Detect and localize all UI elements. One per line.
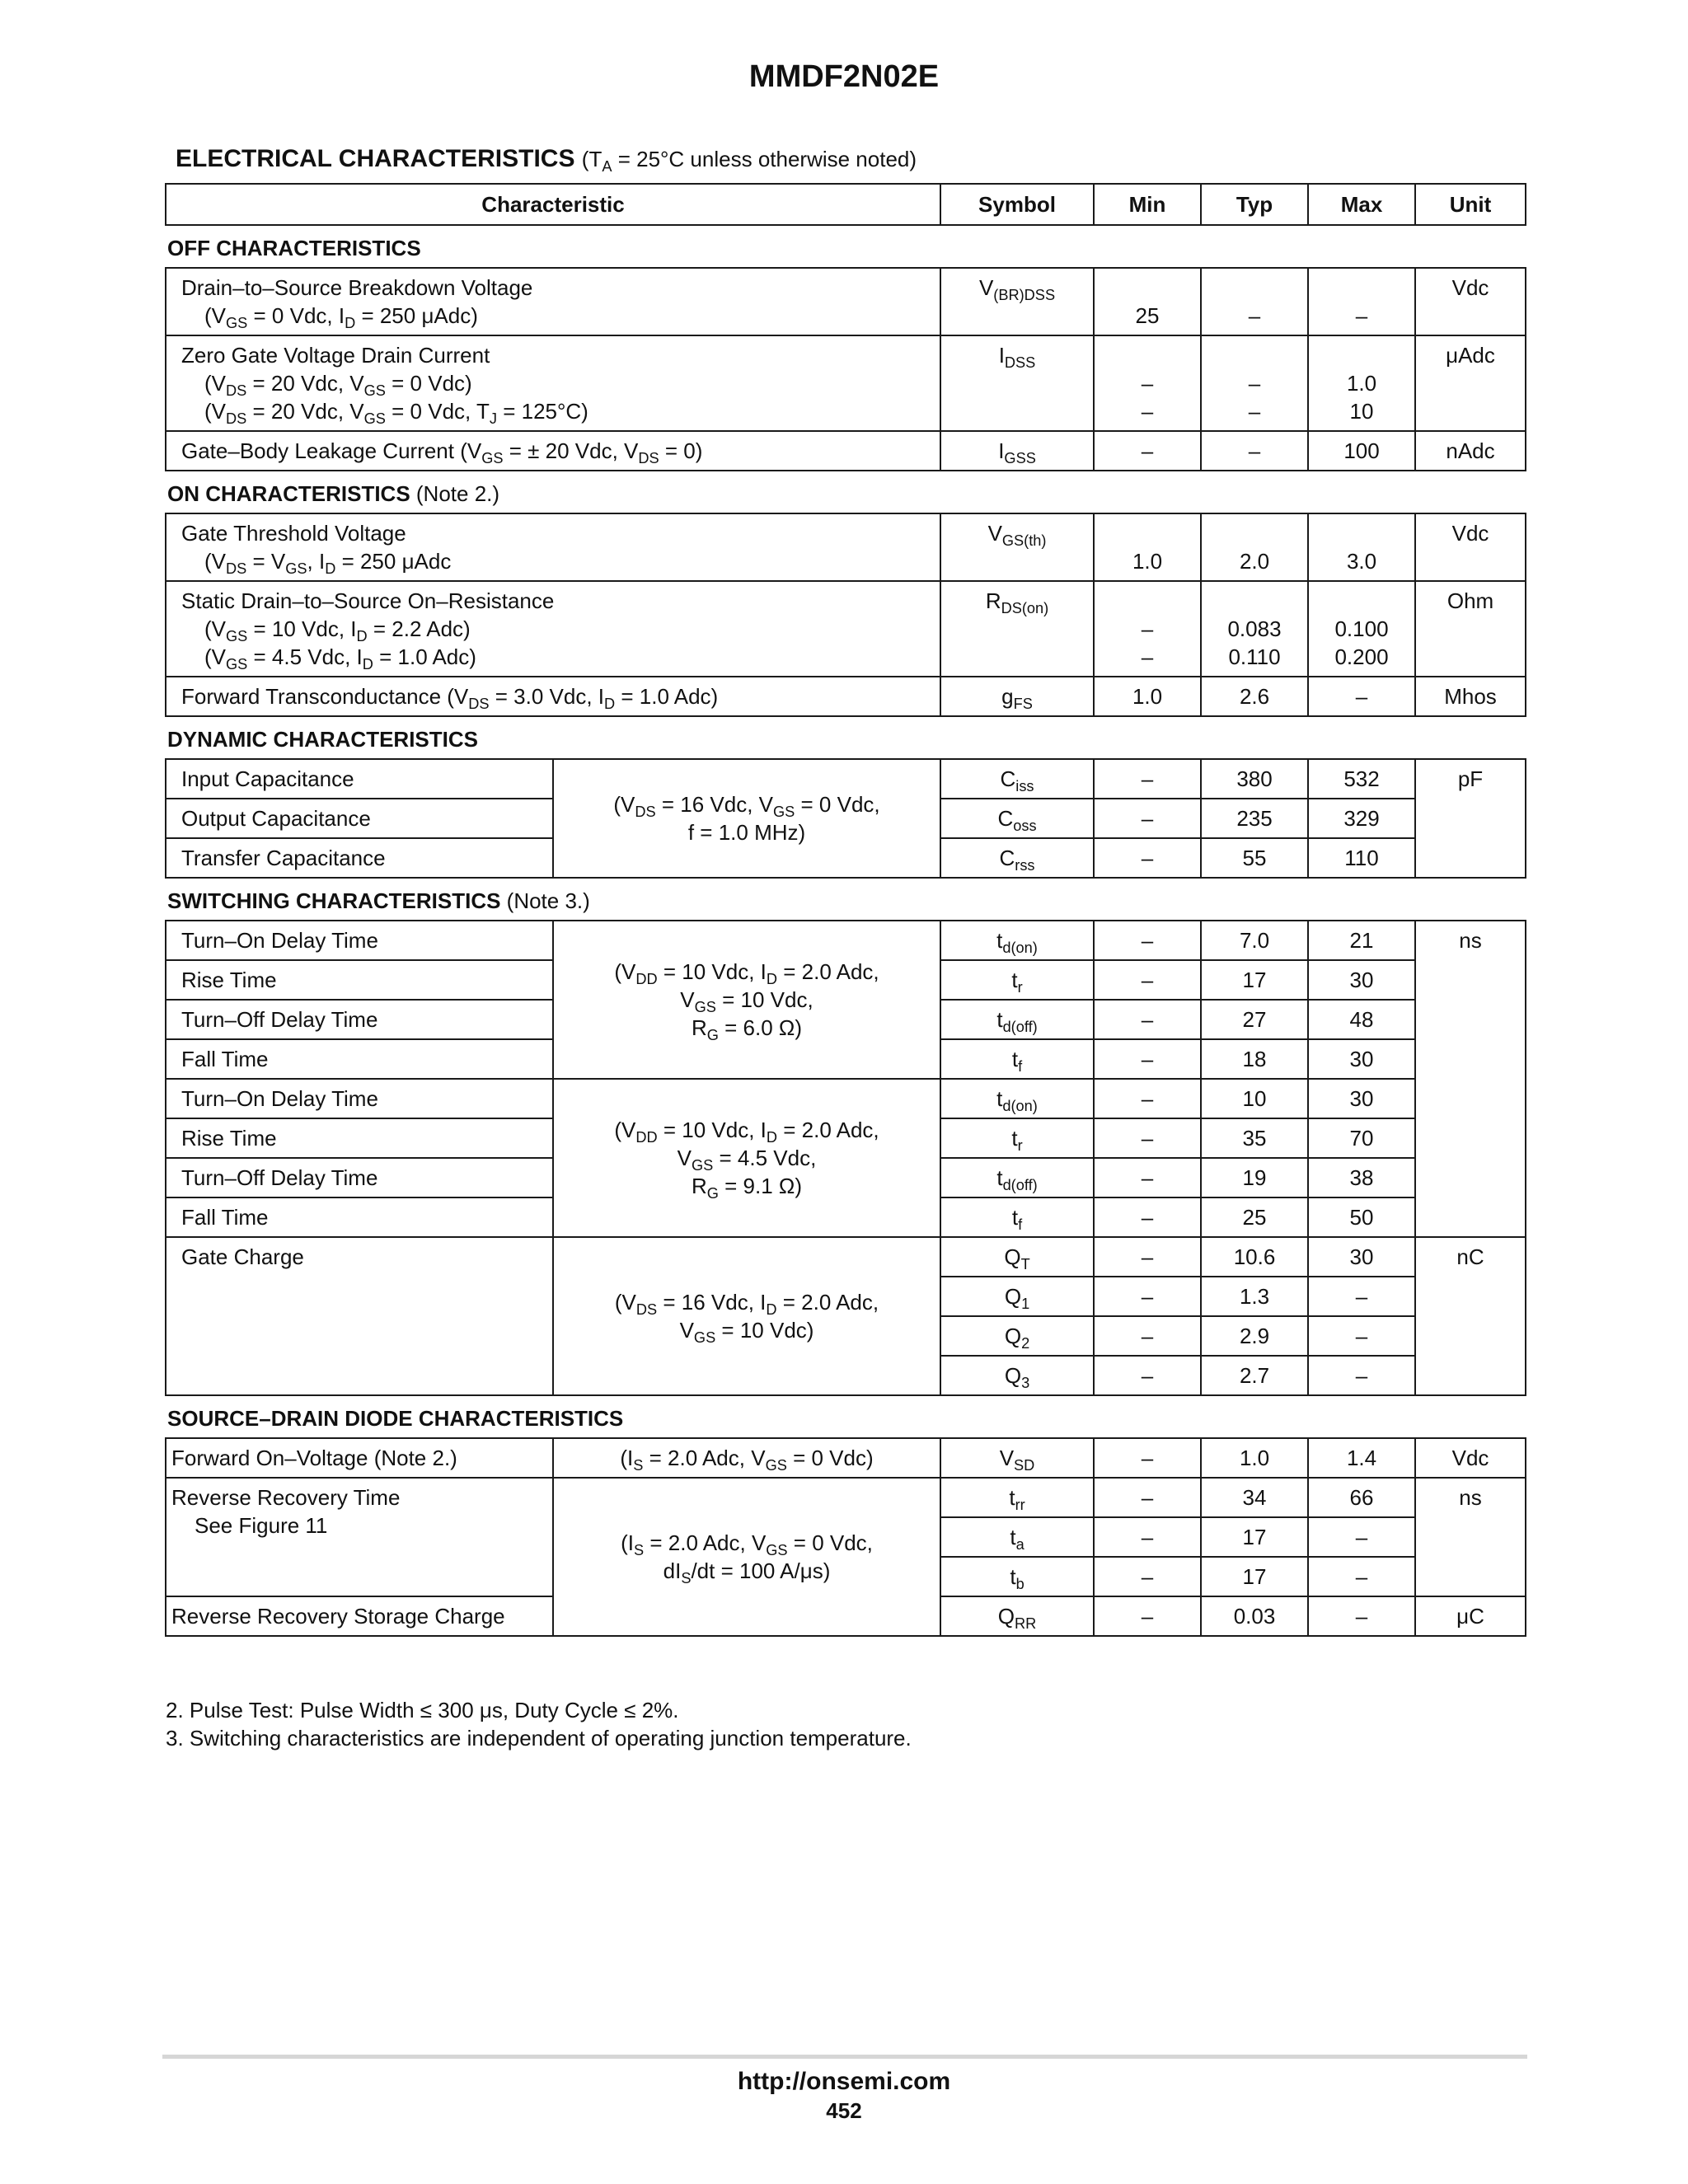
symbol-cell: $t_a$ [940, 1517, 1094, 1557]
characteristic-cell: Zero Gate Voltage Drain Current ($V_{DS} = 20$ Vdc, $V_{GS} = 0$ Vdc) ($V_{DS} = 20$ Vdc, $V_{GS} = 0$ Vdc, $T_J = 125^\circ C$) [166, 335, 940, 431]
typ-cell: 17 [1201, 960, 1308, 1000]
table-row [166, 268, 1526, 335]
unit-cell: Ohm [1415, 581, 1526, 677]
max-cell: 70 [1308, 1118, 1415, 1158]
test-condition-cell: ($V_{DS} = 16$ Vdc, $I_D = 2.0$ Adc, $V_{GS} = 10$ Vdc) [553, 1237, 940, 1395]
page-number: 452 [826, 2098, 862, 2123]
characteristic-cell: Fall Time [166, 1039, 553, 1079]
table-row [166, 431, 1526, 471]
section-source-drain: SOURCE–DRAIN DIODE CHARACTERISTICS [166, 1395, 1526, 1438]
min-cell: – [1094, 1438, 1201, 1478]
characteristic-cell: Forward On–Voltage (Note 2.) [166, 1438, 553, 1478]
min-cell: – [1094, 1118, 1201, 1158]
max-cell: – [1308, 1596, 1415, 1636]
section-on: ON CHARACTERISTICS (Note 2.) [166, 471, 1526, 513]
typ-cell: 380 [1201, 759, 1308, 799]
symbol-cell: $Q_{RR}$ [940, 1596, 1094, 1636]
min-cell: – [1094, 838, 1201, 878]
table-row [166, 677, 1526, 716]
symbol-cell: $Q_2$ [940, 1316, 1094, 1356]
typ-cell: – – [1201, 335, 1308, 431]
min-cell: – [1094, 1478, 1201, 1517]
symbol-cell: $Q_3$ [940, 1356, 1094, 1395]
table-row [166, 513, 1526, 581]
characteristic-cell: Turn–On Delay Time [166, 921, 553, 960]
typ-cell: 18 [1201, 1039, 1308, 1079]
table-row [166, 335, 1526, 431]
footnote-3: 3. Switching characteristics are independent of operating junction temperature. [166, 1726, 912, 1750]
typ-cell: 10.6 [1201, 1237, 1308, 1277]
max-cell: 30 [1308, 1079, 1415, 1118]
max-cell: 110 [1308, 838, 1415, 878]
unit-cell: ns [1415, 921, 1526, 1237]
table-row [166, 1438, 1526, 1478]
symbol-cell: $t_f$ [940, 1197, 1094, 1237]
test-condition-cell: ($V_{DS} = 16$ Vdc, $V_{GS} = 0$ Vdc, f = 1.0 MHz) [553, 759, 940, 878]
unit-cell: μAdc [1415, 335, 1526, 431]
min-cell: – [1094, 1158, 1201, 1197]
symbol-cell: $t_r$ [940, 1118, 1094, 1158]
symbol-cell: $V_{(BR)DSS}$ [940, 268, 1094, 335]
max-cell: 1.0 10 [1308, 335, 1415, 431]
typ-cell: 25 [1201, 1197, 1308, 1237]
characteristic-cell: Input Capacitance [166, 759, 553, 799]
unit-cell: nAdc [1415, 431, 1526, 471]
typ-cell: 17 [1201, 1517, 1308, 1557]
max-cell: – [1308, 1356, 1415, 1395]
symbol-cell: $t_f$ [940, 1039, 1094, 1079]
header-row [166, 184, 1526, 225]
min-cell: – [1094, 431, 1201, 471]
symbol-cell: $t_{d(off)}$ [940, 1158, 1094, 1197]
table-row [166, 1237, 1526, 1277]
section-off: OFF CHARACTERISTICS [166, 225, 1526, 268]
symbol-cell: $g_{FS}$ [940, 677, 1094, 716]
characteristic-cell: Turn–Off Delay Time [166, 1158, 553, 1197]
characteristic-cell: Fall Time [166, 1197, 553, 1237]
typ-cell: 34 [1201, 1478, 1308, 1517]
min-cell: – [1094, 1039, 1201, 1079]
characteristic-cell: Gate–Body Leakage Current ($V_{GS}$ = ± 20 Vdc, $V_{DS} = 0$) [166, 431, 940, 471]
unit-cell: Vdc [1415, 268, 1526, 335]
typ-cell: 2.6 [1201, 677, 1308, 716]
typ-cell: 1.0 [1201, 1438, 1308, 1478]
characteristic-cell: Output Capacitance [166, 799, 553, 838]
min-cell: – [1094, 1237, 1201, 1277]
min-cell: – [1094, 1000, 1201, 1039]
unit-cell: μC [1415, 1596, 1526, 1636]
max-cell: – [1308, 1277, 1415, 1316]
min-cell: – – [1094, 581, 1201, 677]
characteristic-cell: Reverse Recovery Time See Figure 11 [166, 1478, 553, 1596]
min-cell: 25 [1094, 268, 1201, 335]
min-cell: – [1094, 960, 1201, 1000]
max-cell: 100 [1308, 431, 1415, 471]
max-cell: 38 [1308, 1158, 1415, 1197]
symbol-cell: $Q_1$ [940, 1277, 1094, 1316]
typ-cell: 17 [1201, 1557, 1308, 1596]
unit-cell: Vdc [1415, 513, 1526, 581]
table-row [166, 921, 1526, 960]
max-cell: – [1308, 1557, 1415, 1596]
max-cell: 30 [1308, 960, 1415, 1000]
min-cell: – [1094, 759, 1201, 799]
col-header-max: Max [1308, 184, 1415, 225]
symbol-cell: $t_r$ [940, 960, 1094, 1000]
max-cell: – [1308, 268, 1415, 335]
table-title-condition: ($T_A = 25^\circ C$ unless otherwise noted) [581, 147, 917, 175]
characteristic-cell: Turn–Off Delay Time [166, 1000, 553, 1039]
characteristic-cell: Rise Time [166, 1118, 553, 1158]
max-cell: 50 [1308, 1197, 1415, 1237]
col-header-min: Min [1094, 184, 1201, 225]
characteristic-cell: Drain–to–Source Breakdown Voltage ($V_{GS} = 0$ Vdc, $I_D = 250$ μAdc) [166, 268, 940, 335]
min-cell: – [1094, 1596, 1201, 1636]
min-cell: – [1094, 1557, 1201, 1596]
footnotes [166, 1696, 912, 1752]
typ-cell: 55 [1201, 838, 1308, 878]
min-cell: 1.0 [1094, 677, 1201, 716]
symbol-cell: $I_{DSS}$ [940, 335, 1094, 431]
typ-cell: 10 [1201, 1079, 1308, 1118]
typ-cell: 2.9 [1201, 1316, 1308, 1356]
max-cell: 21 [1308, 921, 1415, 960]
max-cell: 1.4 [1308, 1438, 1415, 1478]
characteristic-cell: Rise Time [166, 960, 553, 1000]
col-header-characteristic: Characteristic [166, 184, 940, 225]
min-cell: – [1094, 1517, 1201, 1557]
typ-cell: 0.083 0.110 [1201, 581, 1308, 677]
max-cell: 66 [1308, 1478, 1415, 1517]
symbol-cell: $C_{rss}$ [940, 838, 1094, 878]
symbol-cell: $C_{oss}$ [940, 799, 1094, 838]
test-condition-cell: ($I_S = 2.0$ Adc, $V_{GS} = 0$ Vdc, $dI_S/dt = 100$ A/μs) [553, 1478, 940, 1636]
min-cell: – [1094, 1079, 1201, 1118]
symbol-cell: $t_{d(on)}$ [940, 1079, 1094, 1118]
typ-cell: 2.0 [1201, 513, 1308, 581]
typ-cell: 235 [1201, 799, 1308, 838]
characteristic-cell: Gate Charge [166, 1237, 553, 1395]
symbol-cell: $V_{SD}$ [940, 1438, 1094, 1478]
electrical-characteristics-table [165, 183, 1526, 1637]
symbol-cell: $R_{DS(on)}$ [940, 581, 1094, 677]
min-cell: – [1094, 1316, 1201, 1356]
table-title [176, 145, 917, 173]
max-cell: 3.0 [1308, 513, 1415, 581]
unit-cell: nC [1415, 1237, 1526, 1395]
page-title: MMDF2N02E [748, 59, 940, 94]
max-cell: 30 [1308, 1039, 1415, 1079]
typ-cell: 35 [1201, 1118, 1308, 1158]
typ-cell: 2.7 [1201, 1356, 1308, 1395]
typ-cell: 7.0 [1201, 921, 1308, 960]
col-header-typ: Typ [1201, 184, 1308, 225]
characteristic-cell: Gate Threshold Voltage ($V_{DS} = V_{GS}$, $I_D = 250$ μAdc [166, 513, 940, 581]
max-cell: – [1308, 677, 1415, 716]
min-cell: – – [1094, 335, 1201, 431]
symbol-cell: $t_b$ [940, 1557, 1094, 1596]
unit-cell: Mhos [1415, 677, 1526, 716]
unit-cell: pF [1415, 759, 1526, 878]
max-cell: 0.100 0.200 [1308, 581, 1415, 677]
characteristic-cell: Forward Transconductance ($V_{DS} = 3.0$ Vdc, $I_D = 1.0$ Adc) [166, 677, 940, 716]
col-header-symbol: Symbol [940, 184, 1094, 225]
characteristic-cell: Reverse Recovery Storage Charge [166, 1596, 553, 1636]
min-cell: – [1094, 1197, 1201, 1237]
symbol-cell: $C_{iss}$ [940, 759, 1094, 799]
min-cell: 1.0 [1094, 513, 1201, 581]
table-title-main: ELECTRICAL CHARACTERISTICS [176, 145, 575, 172]
typ-cell: 27 [1201, 1000, 1308, 1039]
typ-cell: 0.03 [1201, 1596, 1308, 1636]
footnote-2: 2. Pulse Test: Pulse Width ≤ 300 μs, Duty Cycle ≤ 2%. [166, 1698, 679, 1722]
symbol-cell: $I_{GSS}$ [940, 431, 1094, 471]
max-cell: – [1308, 1316, 1415, 1356]
test-condition-cell: ($V_{DD} = 10$ Vdc, $I_D = 2.0$ Adc, $V_{GS} = 10$ Vdc, $R_G = 6.0$ Ω) [553, 921, 940, 1079]
table-row [166, 1079, 1526, 1118]
symbol-cell: $Q_T$ [940, 1237, 1094, 1277]
characteristic-cell: Transfer Capacitance [166, 838, 553, 878]
typ-cell: 19 [1201, 1158, 1308, 1197]
min-cell: – [1094, 1356, 1201, 1395]
table-row [166, 759, 1526, 799]
symbol-cell: $t_{rr}$ [940, 1478, 1094, 1517]
typ-cell: – [1201, 431, 1308, 471]
symbol-cell: $V_{GS(th)}$ [940, 513, 1094, 581]
symbol-cell: $t_{d(on)}$ [940, 921, 1094, 960]
max-cell: 329 [1308, 799, 1415, 838]
footer-divider [162, 2055, 1527, 2059]
max-cell: 532 [1308, 759, 1415, 799]
table-row [166, 581, 1526, 677]
typ-cell: – [1201, 268, 1308, 335]
min-cell: – [1094, 1277, 1201, 1316]
section-dynamic: DYNAMIC CHARACTERISTICS [166, 716, 1526, 759]
max-cell: – [1308, 1517, 1415, 1557]
section-switching: SWITCHING CHARACTERISTICS (Note 3.) [166, 878, 1526, 921]
symbol-cell: $t_{d(off)}$ [940, 1000, 1094, 1039]
unit-cell: Vdc [1415, 1438, 1526, 1478]
min-cell: – [1094, 921, 1201, 960]
footer-url[interactable]: http://onsemi.com [737, 2068, 951, 2095]
unit-cell: ns [1415, 1478, 1526, 1596]
test-condition-cell: ($I_S = 2.0$ Adc, $V_{GS} = 0$ Vdc) [553, 1438, 940, 1478]
table-row [166, 1478, 1526, 1517]
characteristic-cell: Turn–On Delay Time [166, 1079, 553, 1118]
col-header-unit: Unit [1415, 184, 1526, 225]
test-condition-cell: ($V_{DD} = 10$ Vdc, $I_D = 2.0$ Adc, $V_{GS} = 4.5$ Vdc, $R_G = 9.1$ Ω) [553, 1079, 940, 1237]
max-cell: 48 [1308, 1000, 1415, 1039]
typ-cell: 1.3 [1201, 1277, 1308, 1316]
max-cell: 30 [1308, 1237, 1415, 1277]
min-cell: – [1094, 799, 1201, 838]
characteristic-cell: Static Drain–to–Source On–Resistance ($V_{GS} = 10$ Vdc, $I_D = 2.2$ Adc) ($V_{GS} = 4.5$ Vdc, $I_D = 1.0$ Adc) [166, 581, 940, 677]
